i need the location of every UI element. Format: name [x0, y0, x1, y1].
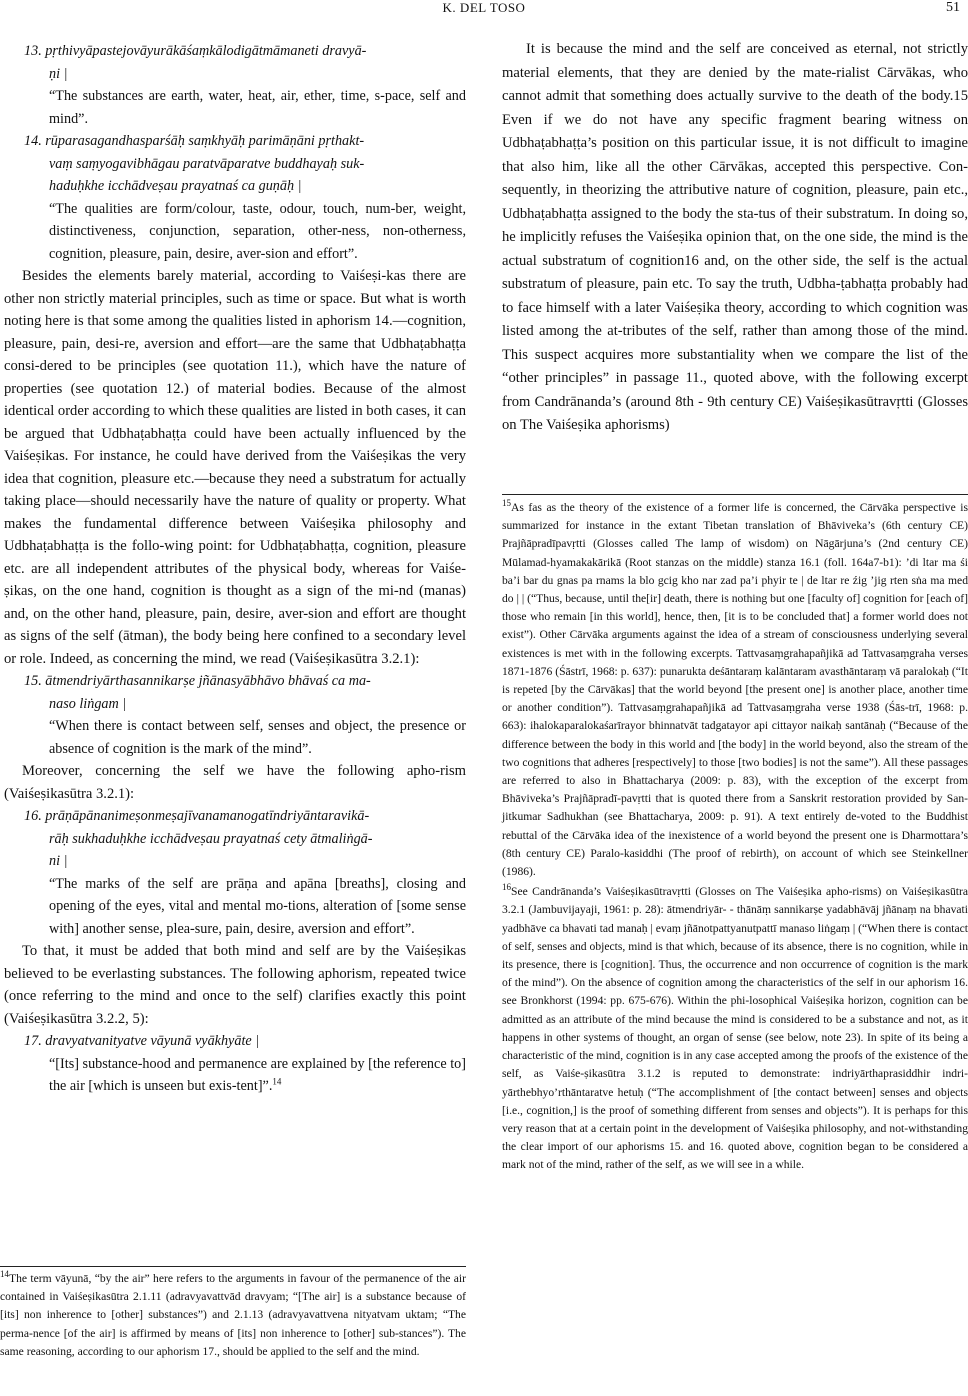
aphorism-14-sanskrit [24, 130, 466, 198]
aphorism-14-line: haduḥkhe icchādveṣau prayatnaś ca guṇāḥ | [49, 178, 302, 194]
aphorism-16-sanskrit [24, 805, 466, 873]
footnote-16-text: See Candrānanda’s Vaiśeṣikasūtravṛtti (Glosses on The Vaiśeṣika apho-risms) on Vaiśeṣikasūtra 3.2.1 (Jambuvijayaji, 1961: p. 28): ātmendriyār- - thānāṃ sannikarṣe yadabhāvāj jñānaṃ na bhavati yadbhāve ca bhavati tad manaḥ | evaṃ jñānotpattyanutpattī manaso liṅgaṃ | (“When there is contact of self, senses and objects, mind is that which, because of its absence, there is no cognition, while in its presence, there is [cognition]. Thus, the occurrence and non occurrence of cognition is the mark of the mind”). On the absence of cognition among the characteristics of the self in our aphorism 16. see Bronkhorst (1994: pp. 675-676). Within the phi-losophical Vaiśeṣika horizon, cognition can be admitted as an attribute of the mind because the mind is considered to be a substance and not, as it happens in other systems of thought, an organ of sense (see below, note 23). In spite of its being a characteristic of the mind, cognition is in any case accepted among the proofs of the existence of the self, as Vaiśe-ṣikasūtra 3.1.2 is reputed to demonstrate: indriyārthaprasiddhir indri-yārthebhyo’rthāntaratve hetuḥ (“The accomplishment of [the contact between] senses and objects [i.e., cognition,] is the proof of something different from senses and objects”). It is perhaps for this very reason that at a certain point in the development of Vaiśeṣika philosophy, and not-withstanding the clear import of our aphorisms 15. and 16. quoted above, cognition began to be considered a mark not of the mind, rather of the self, as we will see in a while. [502, 885, 968, 1172]
aphorism-14-line: 14. rūparasagandhasparśāḥ saṃkhyāḥ parimāṇāni pṛthakt- [24, 133, 365, 149]
left-column [0, 40, 466, 1098]
footnote-divider [502, 494, 968, 495]
right-column [502, 38, 968, 438]
aphorism-14 [4, 130, 466, 265]
aphorism-13-translation: “The substances are earth, water, heat, air, ether, time, s-pace, self and mind”. [49, 88, 466, 127]
paragraph-self-aphorism: Moreover, concerning the self we have the following apho-rism (Vaiśeṣikasūtra 3.2.1): [4, 763, 466, 802]
aphorism-15-translation: “When there is contact between self, senses and object, the presence or absence of cognition is the mark of the mind”. [49, 718, 466, 757]
footnote-ref-14[interactable]: 14 [272, 1076, 282, 1087]
aphorism-16 [4, 805, 466, 940]
footnote-14-text: The term vāyunā, “by the air” here refers to the arguments in favour of the permanence of the air contained in Vaiśeṣikasūtra 2.1.11 (adravyavattvād dravyam; “[The air] is a substance because of [its] non inherence to [other] substances”) and 2.1.13 (adravyavattvena nityatvam uktam; “The perma-nence [of the air] is affirmed by means of [its] non inherence to [other] sub-stances”). The same reasoning, according to our aphorism 17., should be applied to the self and the mind. [0, 1272, 466, 1358]
left-footnotes [0, 1266, 466, 1361]
aphorism-15-line: naso liṅgam | [49, 695, 127, 712]
footnote-16-mark: 16 [502, 882, 511, 893]
paragraph-vaisesika-qualities: Besides the elements barely material, according to Vaiśeṣi-kas there are other non strictly material principles, such as time or space. But what is worth noting here is that some among the qualities listed in aphorism 14.—cognition, pleasure, pain, desi-re, aversion and effort—are the same that Udbhaṭabhaṭṭa consi-dered to be principles (see quotation 11.), which have the nature of properties (see quotation 12.) of material bodies. Because of the almost identical order according to which these qualities are listed in both cases, it can be argued that Udbhaṭabhaṭṭa could have been actually influenced by the Vaiśeṣikas. For instance, he could have derived from the Vaiśeṣikas the very idea that cognition, pleasure etc.—because they need a substratum for actually taking place—should necessarily have the nature of quality or property. What makes the fundamental difference between Vaiśeṣika philosophy and Udbhaṭabhaṭṭa is the follo-wing point: for Udbhaṭabhaṭṭa, cognition, pleasure etc. are all independent attributes of the physical body, whereas for Vaiśe-ṣikas, on the one hand, cognition is thought as a sign of the mi-nd (manas) and, on the other hand, pleasure, pain, desire, aver-sion and effort are thought as signs of the self (ātman), the body being here confined to a secondary level or role. Indeed, as concerning the mind, we read (Vaiśeṣikasūtra 3.2.1): [4, 268, 466, 667]
aphorism-16-line: ni | [49, 853, 68, 869]
running-title: K. DEL TOSO [442, 0, 526, 15]
page-number: 51 [946, 0, 960, 15]
paragraph-carvaka-denial: It is because the mind and the self are conceived as eternal, not strictly material elements, that they are denied by the mate-rialist Cārvākas, who cannot admit that something does actually survive to the death of the body.15 Even if we do not have any specific fragment bearing witness on Udbhaṭabhaṭṭa’s position on this particular issue, it is not difficult to imagine that also him, like all the other Cārvākas, accepted this perspective. Con-sequently, in theorizing the attributive nature of cognition, pleasure, pain etc., Udbhaṭabhaṭṭa assigned to the body the sta-tus of their substratum. In doing so, he implicitly refuses the Vaiśeṣika opinion that, on the one side, the mind is the actual substratum of cognition16 and, on the other side, the self is the actual substratum of pleasure, pain etc. To say the truth, Udbha-ṭabhaṭṭa probably had to face himself with a later Vaiśeṣika theory, according to which cognition was listed among the at-tributes of the self, rather than among those of the mind. This suspect acquires more substantiality when we compare the list of the “other principles” in passage 11., quoted above, with the following excerpt from Candrānanda’s (around 8th - 9th century CE) Vaiśeṣikasūtravṛtti (Glosses on The Vaiśeṣika aphorisms) [502, 41, 968, 433]
aphorism-13 [4, 40, 466, 130]
footnote-divider [0, 1266, 466, 1267]
aphorism-14-line: vaṃ saṃyogavibhāgau paratvāparatve buddhayaḥ suk- [49, 155, 365, 172]
footnote-15-mark: 15 [502, 498, 511, 509]
footnote-15 [502, 499, 968, 881]
aphorism-17-translation-text: “[Its] substance-hood and permanence are explained by [the reference to] the air [which is unseen but exis-tent]”. [49, 1055, 466, 1094]
aphorism-14-translation: “The qualities are form/colour, taste, odour, touch, num-ber, weight, distinctiveness, conjunction, separation, other-ness, non-otherness, cognition, pleasure, pain, desire, aver-sion and effort”. [49, 200, 466, 262]
footnote-15-text: As fas as the theory of the existence of a former life is concerned, the Cārvāka perspective is summarized for instance in the extant Tibetan translation of Bhāviveka’s (6th century CE) Prajñāpradīpavṛtti (Glosses called The lamp of wisdom) on Nāgārjuna’s (2nd century CE) Mūlamad-hyamakakārikā (Root stanzas on the middle) stanza 16.1 (foll. 164a7-b1): ’di ltar ma śi ba’i bar du gnas pa rnams la blo gcig kho nar zad pa’i phyir te | de ltar re źig ’jig rten sṅa ma med do | | (“Thus, because, until the[ir] death, there is nothing but one [faculty of] cognition for [each of] those who remain [in this world], hence, then, [it is to be concluded that] a former world does not exist”). Other Cārvāka arguments against the idea of a stream of consciousness underlying several existences is met with in the following excerpts. Tattvasaṃgrahapañjikā ad Tattvasaṃgraha verses 1871-1876 (Śāstrī, 1968: p. 637): punarukta deśāntaraṃ kalāntaram avasthāntaraṃ vā paralokaḥ (“It is repeted [by the Cārvākas] that the world beyond [the present one] is another place, another time or another condition”). Tattvasaṃgrahapañjikā ad Tattvasaṃgraha verse 1938 (Śās-trī, 1968: p. 663): ihalokaparalokaśarīrayor bhinnatvāt tadgatayor api cittayor naikaḥ santānaḥ (“Because of the difference between the body in this world and [the body] in the world beyond, also the stream of the two cognitions that adheres [respectively] to those [two bodies] is not the same”). All these passages are referred to also in Bhattacharya (2009: p. 83), with the exception of the excerpt from Bhāviveka’s Prajñāpradī-pavṛtti that is quoted there from a Sanskrit restoration provided by San-jitkumar Sadhukhan (see Bhattacharya, 2009: p. 91). A text entirely de-voted to the Buddhist rebuttal of the Cārvāka idea of the inexistence of a world beyond the present one is Dharmottara’s (8th century CE) Paralo-kasiddhi (The proof of rebirth), on account of which see Steinkellner (1986). [502, 501, 968, 879]
aphorism-16-translation: “The marks of the self are prāṇa and apāna [breaths], closing and opening of the eyes, vital and mental mo-tions, alteration of [some sense with] another sense, plea-sure, pain, desire, aversion and effort”. [49, 875, 466, 937]
aphorism-13-line: 13. pṛthivyāpastejovāyurākāśaṃkālodigātmāmaneti dravyā- [24, 43, 367, 59]
aphorism-13-line: ṇi | [49, 65, 68, 82]
aphorism-15 [4, 670, 466, 760]
right-footnotes [502, 494, 968, 1175]
aphorism-16-line: 16. prāṇāpānanimeṣonmeṣajīvanamanogatīndriyāntaravikā- [24, 808, 370, 824]
aphorism-16-line: rāḥ sukhaduḥkhe icchādveṣau prayatnaś cety ātmaliṅgā- [49, 830, 373, 847]
footnote-16 [502, 883, 968, 1174]
aphorism-13-sanskrit [24, 40, 466, 85]
aphorism-17-sanskrit: 17. dravyatvanityatve vāyunā vyākhyāte | [24, 1033, 260, 1049]
aphorism-17 [4, 1030, 466, 1098]
running-header [0, 0, 968, 20]
footnote-14-mark: 14 [0, 1269, 9, 1280]
paragraph-everlasting-substances: To that, it must be added that both mind and self are by the Vaiśeṣikas believed to be everlasting substances. The following aphorism, repeated twice (once referring to the mind and once to the self) clarifies exactly this point (Vaiśeṣikasūtra 3.2.2, 5): [4, 943, 466, 1027]
aphorism-15-line: 15. ātmendriyārthasannikarṣe jñānasyābhāvo bhāvaś ca ma- [24, 673, 371, 689]
footnote-14 [0, 1270, 466, 1361]
aphorism-15-sanskrit [24, 670, 466, 715]
aphorism-17-translation [24, 1053, 466, 1098]
